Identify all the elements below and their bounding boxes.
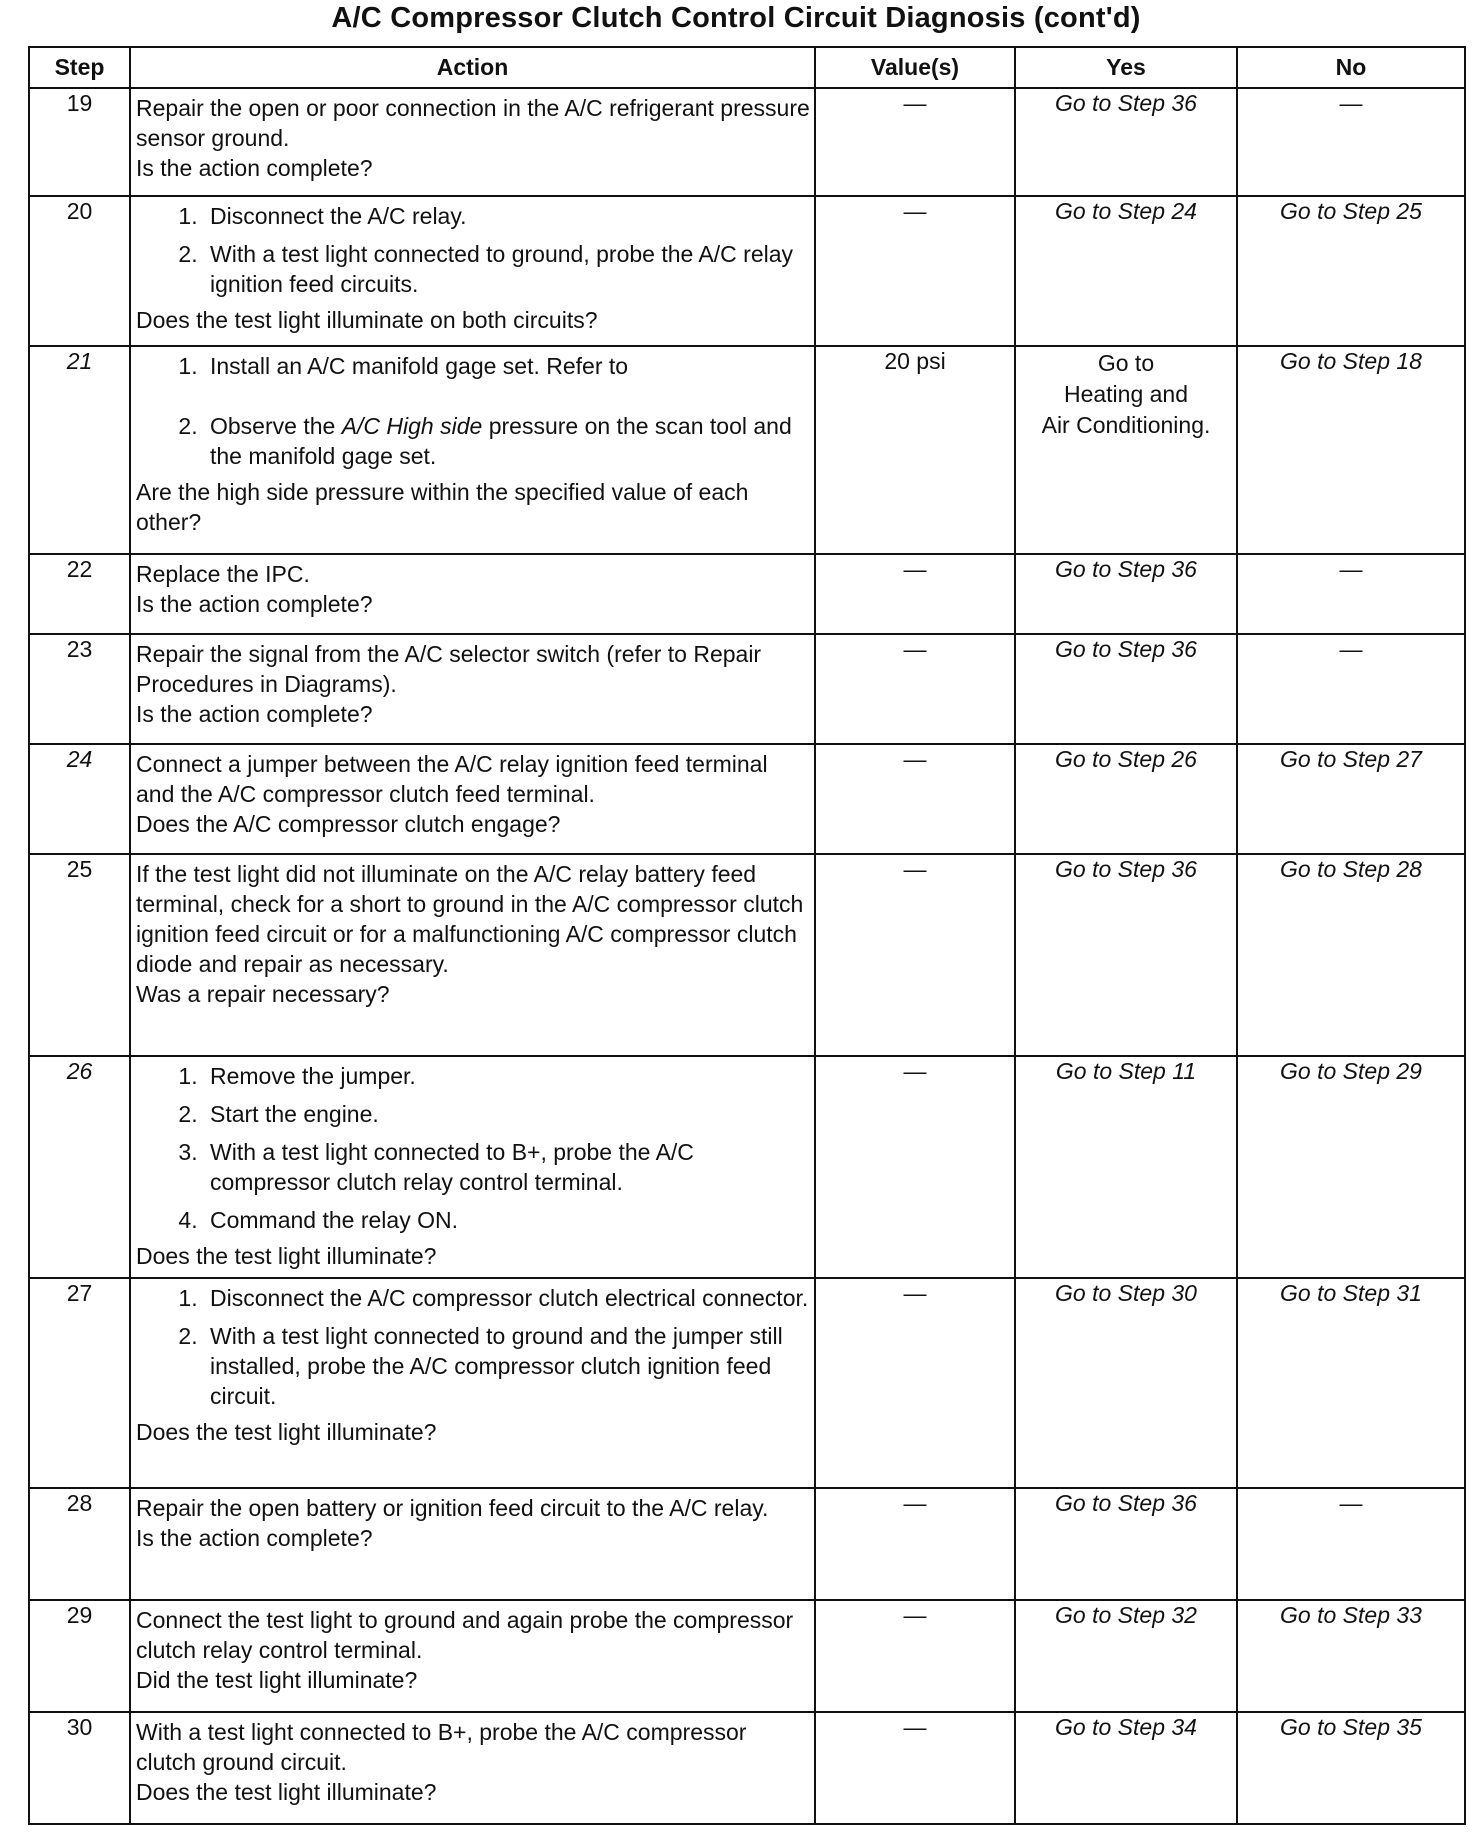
yes-cell (1015, 346, 1237, 554)
step-number: 25 (29, 854, 130, 1056)
header-step: Step (29, 47, 130, 88)
table-row (29, 634, 1465, 744)
table-row (29, 854, 1465, 1056)
yes-cell: Go to Step 24 (1015, 196, 1237, 346)
table-row (29, 1056, 1465, 1278)
action-text: Replace the IPC. (136, 561, 310, 587)
step-number: 29 (29, 1600, 130, 1712)
action-question: Is the action complete? (136, 155, 373, 181)
action-list-item: 2. With a test light connected to ground and the jumper still installed, probe the A/C compressor clutch ignition feed circuit. (204, 1321, 810, 1411)
action-question: Is the action complete? (136, 701, 373, 727)
page-title: A/C Compressor Clutch Control Circuit Diagnosis (cont'd) (331, 2, 1141, 34)
action-cell (130, 1056, 815, 1278)
action-text: Repair the signal from the A/C selector switch (refer to Repair Procedures in Diagrams). (136, 641, 762, 697)
action-question: Did the test light illuminate? (136, 1667, 418, 1693)
action-text: Repair the open battery or ignition feed circuit to the A/C relay. (136, 1495, 769, 1521)
value-cell: — (815, 554, 1015, 634)
action-question: Are the high side pressure within the specified value of each other? (136, 479, 749, 535)
step-number: 27 (29, 1278, 130, 1488)
diagnosis-table (28, 46, 1466, 1825)
action-text: If the test light did not illuminate on the A/C relay battery feed terminal, check for a short to ground in the A/C compressor clutch ignition feed circuit or for a malfunctioning A/C compressor clutch diode and repair as necessary. (136, 861, 804, 977)
table-row (29, 346, 1465, 554)
no-cell: Go to Step 18 (1237, 346, 1465, 554)
value-cell: — (815, 88, 1015, 196)
value-cell: — (815, 1712, 1015, 1824)
action-question: Is the action complete? (136, 591, 373, 617)
table-row (29, 196, 1465, 346)
value-cell: — (815, 1600, 1015, 1712)
step-number: 24 (29, 744, 130, 854)
step-number: 21 (29, 346, 130, 554)
table-header-row (29, 47, 1465, 88)
step-number: 28 (29, 1488, 130, 1600)
action-cell (130, 88, 815, 196)
action-cell (130, 854, 815, 1056)
no-cell: — (1237, 634, 1465, 744)
yes-cell: Go to Step 34 (1015, 1712, 1237, 1824)
no-cell: — (1237, 1488, 1465, 1600)
action-list-item: 2. Observe the A/C High side pressure on the scan tool and the manifold gage set. (204, 411, 810, 471)
action-question: Does the A/C compressor clutch engage? (136, 811, 561, 837)
step-number: 23 (29, 634, 130, 744)
yes-line: Go to (1097, 350, 1155, 376)
value-cell: — (815, 1278, 1015, 1488)
value-cell: — (815, 744, 1015, 854)
table-row (29, 88, 1465, 196)
action-cell (130, 634, 815, 744)
yes-line: Air Conditioning. (1041, 412, 1211, 438)
action-list-item: 1. Disconnect the A/C relay. (204, 201, 810, 231)
no-cell: Go to Step 27 (1237, 744, 1465, 854)
header-no: No (1237, 47, 1465, 88)
emphasis-text: A/C High side (341, 413, 483, 439)
step-number: 30 (29, 1712, 130, 1824)
action-text: Connect the test light to ground and again probe the compressor clutch relay control terminal. (136, 1607, 794, 1663)
yes-cell: Go to Step 26 (1015, 744, 1237, 854)
step-number: 26 (29, 1056, 130, 1278)
table-row (29, 554, 1465, 634)
action-question: Was a repair necessary? (136, 981, 390, 1007)
action-cell (130, 1712, 815, 1824)
yes-cell: Go to Step 36 (1015, 554, 1237, 634)
action-list-item: 4. Command the relay ON. (204, 1205, 810, 1235)
action-cell (130, 1600, 815, 1712)
action-cell (130, 346, 815, 554)
value-cell: — (815, 1056, 1015, 1278)
header-values: Value(s) (815, 47, 1015, 88)
no-cell: Go to Step 28 (1237, 854, 1465, 1056)
value-cell: — (815, 634, 1015, 744)
step-number: 22 (29, 554, 130, 634)
no-cell: Go to Step 35 (1237, 1712, 1465, 1824)
table-row (29, 1712, 1465, 1824)
value-cell: — (815, 1488, 1015, 1600)
table-row (29, 1488, 1465, 1600)
no-cell: — (1237, 88, 1465, 196)
action-cell (130, 1488, 815, 1600)
action-list-item: 1. Remove the jumper. (204, 1061, 810, 1091)
value-cell: — (815, 196, 1015, 346)
yes-cell: Go to Step 32 (1015, 1600, 1237, 1712)
value-cell: 20 psi (815, 346, 1015, 554)
yes-cell: Go to Step 30 (1015, 1278, 1237, 1488)
no-cell: Go to Step 33 (1237, 1600, 1465, 1712)
yes-line: Heating and (1063, 381, 1189, 407)
action-text: With a test light connected to B+, probe the A/C compressor clutch ground circuit. (136, 1719, 747, 1775)
yes-cell: Go to Step 36 (1015, 854, 1237, 1056)
table-row (29, 1600, 1465, 1712)
yes-cell: Go to Step 36 (1015, 1488, 1237, 1600)
action-question: Is the action complete? (136, 1525, 373, 1551)
header-action: Action (130, 47, 815, 88)
action-question: Does the test light illuminate on both circuits? (136, 307, 598, 333)
action-cell (130, 554, 815, 634)
action-question: Does the test light illuminate? (136, 1243, 437, 1269)
yes-cell: Go to Step 11 (1015, 1056, 1237, 1278)
no-cell: Go to Step 29 (1237, 1056, 1465, 1278)
action-text: Repair the open or poor connection in the A/C refrigerant pressure sensor ground. (136, 95, 810, 151)
table-row (29, 1278, 1465, 1488)
no-cell: — (1237, 554, 1465, 634)
action-list-item: 3. With a test light connected to B+, probe the A/C compressor clutch relay control terminal. (204, 1137, 810, 1197)
action-list-item: 2. Start the engine. (204, 1099, 810, 1129)
action-question: Does the test light illuminate? (136, 1419, 437, 1445)
action-cell (130, 744, 815, 854)
step-number: 20 (29, 196, 130, 346)
action-question: Does the test light illuminate? (136, 1779, 437, 1805)
action-list-item: 1. Install an A/C manifold gage set. Refer to (204, 351, 810, 403)
action-list-item: 1. Disconnect the A/C compressor clutch electrical connector. (204, 1283, 810, 1313)
value-cell: — (815, 854, 1015, 1056)
action-cell (130, 1278, 815, 1488)
no-cell: Go to Step 25 (1237, 196, 1465, 346)
action-text: Connect a jumper between the A/C relay ignition feed terminal and the A/C compressor clutch feed terminal. (136, 751, 768, 807)
action-cell (130, 196, 815, 346)
header-yes: Yes (1015, 47, 1237, 88)
table-row (29, 744, 1465, 854)
yes-cell: Go to Step 36 (1015, 88, 1237, 196)
action-list-item: 2. With a test light connected to ground, probe the A/C relay ignition feed circuits. (204, 239, 810, 299)
step-number: 19 (29, 88, 130, 196)
no-cell: Go to Step 31 (1237, 1278, 1465, 1488)
yes-cell: Go to Step 36 (1015, 634, 1237, 744)
